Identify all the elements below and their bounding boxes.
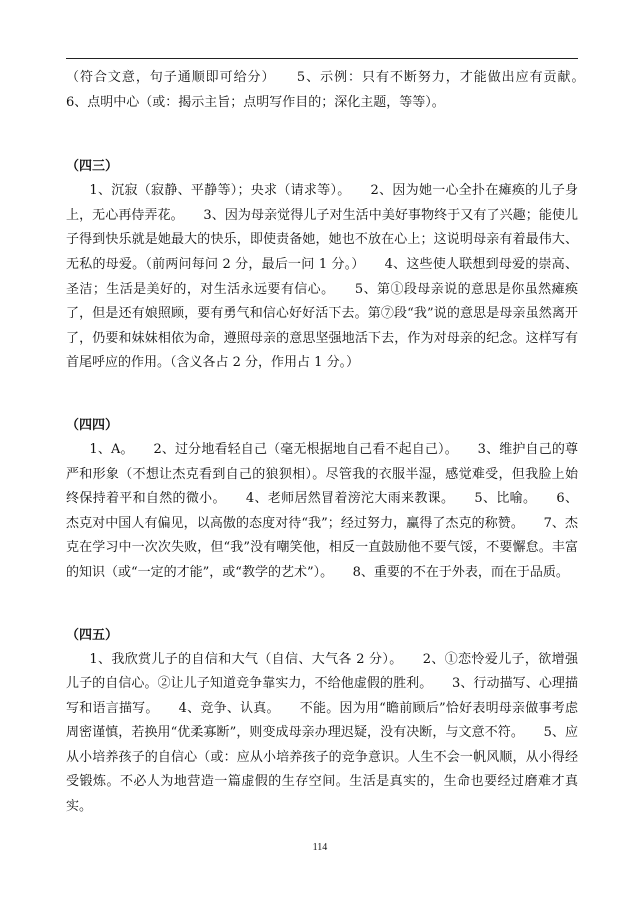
section-heading-45: （四五） (66, 627, 119, 643)
page-number: 114 (312, 842, 328, 853)
header-rule (66, 58, 578, 59)
section-heading-44: （四四） (66, 417, 119, 433)
section-heading-43: （四三） (66, 159, 119, 175)
section-body-45: 1、我欣赏儿子的自信和大气（自信、大气各 2 分）。 2、①恋怜爱儿子，欲增强 儿子的自信心。②让儿子知道竞争靠实力，不给他虚假的胜利。 3、行动描写、心理描写和语言描写。 4、竞争、认真。 不能。因为用“瞻前顾后”恰好表明母亲做事考虑周密谨慎，若换用“优柔寡断”，则变成母亲办理迟疑，没有决断，与文意不符。 5、应从小培养孩子的自信心（或：应从小培养孩子的竞争意识。人生不会一帆风顺，从小得经受锻炼。不必人为地营造一篇虚假的生存空间。生活是真实的，生命也要经过磨难才真实。 (66, 651, 578, 815)
section-body-44: 1、A。 2、过分地看轻自己（毫无根据地自己看不起自己）。 3、维护自己的尊严和形象（不想让杰克看到自己的狼狈相）。尽管我的衣服半湿，感觉难受，但我脸上始终保持着平和自然的微小。 4、老师居然冒着滂沱大雨来教课。 5、比喻。 6、杰克对中国人有偏见，以高傲的态度对待“我”；经过努力，赢得了杰克的称赞。 7、杰克在学习中一次次失败，但“我”没有嘲笑他，相反一直鼓励他不要气馁，不要懈怠。丰富的知识（或“一定的才能”，或“教学的艺术”）。 8、重要的不在于外表，而在于品质。 (66, 441, 578, 580)
section-body-43: 1、沉寂（寂静、平静等）；央求（请求等）。 2、因为她一心全扑在瘫痪的儿子身上，无心再侍弄花。 3、因为母亲觉得儿子对生活中美好事物终于又有了兴趣；能使儿子得到快乐就是她最大的快乐，即使责备她，她也不放在心上；这说明母亲有着最伟大、无私的母爱。（前两问每问 2 分，最后一问 1 分。） 4、这些使人联想到母爱的崇高、圣洁；生活是美好的，对生活永远要有信心。 5、第①段母亲说的意思是你虽然瘫痪了，但是还有娘照顾，要有勇气和信心好好活下去。第⑦段“我”说的意思是母亲虽然离开了，仍要和妹妹相依为命，遵照母亲的意思坚强地活下去，作为对母亲的纪念。这样写有首尾呼应的作用。（含义各占 2 分，作用占 1 分。） (66, 183, 578, 371)
answer-key-content (66, 66, 605, 820)
intro-paragraph: （符合文意，句子通顺即可给分） 5、示例：只有不断努力，才能做出应有贡献。 6、点明中心（或：揭示主旨；点明写作目的；深化主题，等等）。 (66, 70, 605, 110)
